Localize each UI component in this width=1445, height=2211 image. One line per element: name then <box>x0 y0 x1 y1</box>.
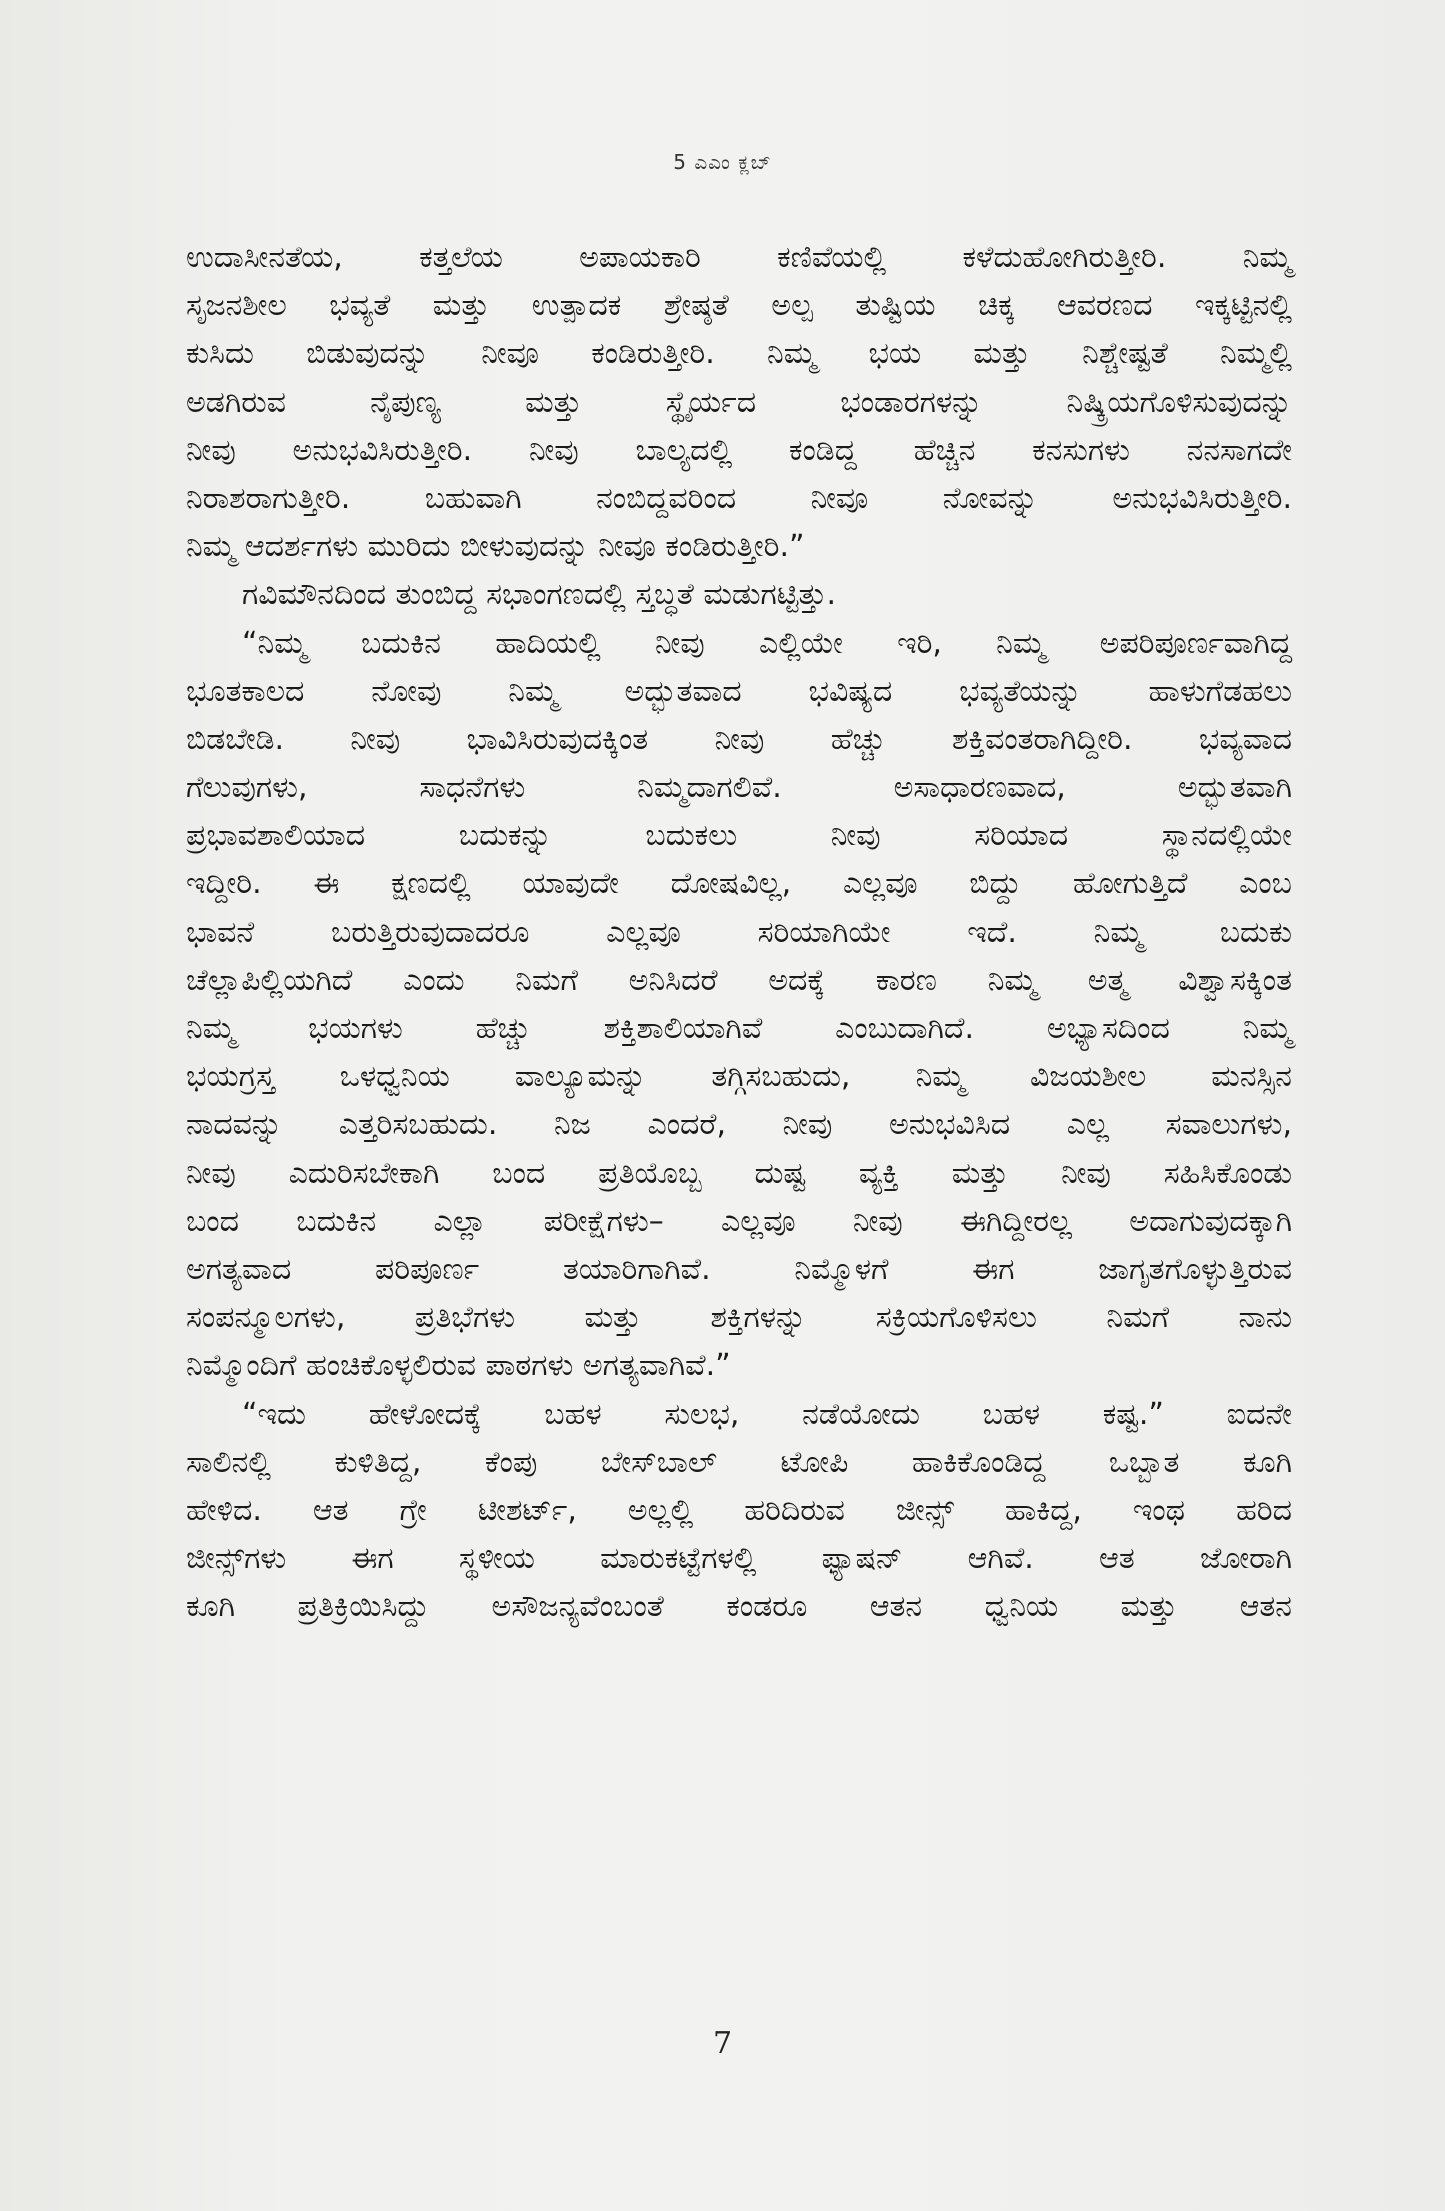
text-line: ನಾದವನ್ನು ಎತ್ತರಿಸಬಹುದು. ನಿಜ ಎಂದರೆ, ನೀವು ಅನುಭವಿಸಿದ ಎಲ್ಲ ಸವಾಲುಗಳು, <box>186 1107 1292 1143</box>
text-line: ನಿಮ್ಮ ಆದರ್ಶಗಳು ಮುರಿದು ಬೀಳುವುದನ್ನು ನೀವೂ ಕಂಡಿರುತ್ತೀರಿ.” <box>186 529 805 565</box>
text-line: ಪ್ರಭಾವಶಾಲಿಯಾದ ಬದುಕನ್ನು ಬದುಕಲು ನೀವು ಸರಿಯಾದ ಸ್ಥಾನದಲ್ಲಿಯೇ <box>186 818 1292 854</box>
text-line: ಭೂತಕಾಲದ ನೋವು ನಿಮ್ಮ ಅದ್ಭುತವಾದ ಭವಿಷ್ಯದ ಭವ್ಯತೆಯನ್ನು ಹಾಳುಗೆಡಹಲು <box>186 673 1292 709</box>
text-line: ಚೆಲ್ಲಾಪಿಲ್ಲಿಯಗಿದೆ ಎಂದು ನಿಮಗೆ ಅನಿಸಿದರೆ ಅದಕ್ಕೆ ಕಾರಣ ನಿಮ್ಮ ಅತ್ಮ ವಿಶ್ವಾಸಕ್ಕಿಂತ <box>186 962 1292 998</box>
text-line: ಕೂಗಿ ಪ್ರತಿಕ್ರಿಯಿಸಿದ್ದು ಅಸೌಜನ್ಯವೆಂಬಂತೆ ಕಂಡರೂ ಆತನ ಧ್ವನಿಯ ಮತ್ತು ಆತನ <box>186 1589 1292 1625</box>
text-line: ಬಂದ ಬದುಕಿನ ಎಲ್ಲಾ ಪರೀಕ್ಷೆಗಳು– ಎಲ್ಲವೂ ನೀವು ಈಗಿದ್ದೀರಲ್ಲ ಅದಾಗುವುದಕ್ಕಾಗಿ <box>186 1203 1292 1239</box>
text-line: ಗವಿಮೌನದಿಂದ ತುಂಬಿದ್ದ ಸಭಾಂಗಣದಲ್ಲಿ ಸ್ತಬ್ಧತೆ ಮಡುಗಟ್ಟಿತ್ತು. <box>242 577 837 613</box>
text-line: ಬಿಡಬೇಡಿ. ನೀವು ಭಾವಿಸಿರುವುದಕ್ಕಿಂತ ನೀವು ಹೆಚ್ಚು ಶಕ್ತಿವಂತರಾಗಿದ್ದೀರಿ. ಭವ್ಯವಾದ <box>186 721 1292 757</box>
text-line: ಉದಾಸೀನತೆಯ, ಕತ್ತಲೆಯ ಅಪಾಯಕಾರಿ ಕಣಿವೆಯಲ್ಲಿ ಕಳೆದುಹೋಗಿರುತ್ತೀರಿ. ನಿಮ್ಮ <box>186 240 1292 275</box>
text-line: ನಿರಾಶರಾಗುತ್ತೀರಿ. ಬಹುವಾಗಿ ನಂಬಿದ್ದವರಿಂದ ನೀವೂ ನೋವನ್ನು ಅನುಭವಿಸಿರುತ್ತೀರಿ. <box>186 480 1292 516</box>
text-line: ನಿಮ್ಮೊಂದಿಗೆ ಹಂಚಿಕೊಳ್ಳಲಿರುವ ಪಾಠಗಳು ಅಗತ್ಯವಾಗಿವೆ.” <box>186 1348 731 1384</box>
text-line: ಭಯಗ್ರಸ್ತ ಒಳಧ್ವನಿಯ ವಾಲ್ಯೂಮನ್ನು ತಗ್ಗಿಸಬಹುದು, ನಿಮ್ಮ ವಿಜಯಶೀಲ ಮನಸ್ಸಿನ <box>186 1059 1292 1095</box>
text-line: “ನಿಮ್ಮ ಬದುಕಿನ ಹಾದಿಯಲ್ಲಿ ನೀವು ಎಲ್ಲಿಯೇ ಇರಿ, ನಿಮ್ಮ ಅಪರಿಪೂರ್ಣವಾಗಿದ್ದ <box>242 625 1292 661</box>
text-line: ಭಾವನೆ ಬರುತ್ತಿರುವುದಾದರೂ ಎಲ್ಲವೂ ಸರಿಯಾಗಿಯೇ ಇದೆ. ನಿಮ್ಮ ಬದುಕು <box>186 914 1292 950</box>
text-line: ಅಡಗಿರುವ ನೈಪುಣ್ಯ ಮತ್ತು ಸ್ಥೈರ್ಯದ ಭಂಡಾರಗಳನ್ನು ನಿಷ್ಕ್ರಿಯಗೊಳಿಸುವುದನ್ನು <box>186 384 1292 420</box>
text-line: ನೀವು ಅನುಭವಿಸಿರುತ್ತೀರಿ. ನೀವು ಬಾಲ್ಯದಲ್ಲಿ ಕಂಡಿದ್ದ ಹೆಚ್ಚಿನ ಕನಸುಗಳು ನನಸಾಗದೇ <box>186 432 1292 468</box>
text-line: ಸಂಪನ್ಮೂಲಗಳು, ಪ್ರತಿಭೆಗಳು ಮತ್ತು ಶಕ್ತಿಗಳನ್ನು ಸಕ್ರಿಯಗೊಳಿಸಲು ನಿಮಗೆ ನಾನು <box>186 1300 1292 1336</box>
page-number: 7 <box>712 2026 733 2061</box>
running-head: 5 ಎಎಂ ಕ್ಲಬ್ <box>673 150 772 174</box>
text-line: ಗೆಲುವುಗಳು, ಸಾಧನೆಗಳು ನಿಮ್ಮದಾಗಲಿವೆ. ಅಸಾಧಾರಣವಾದ, ಅದ್ಭುತವಾಗಿ <box>186 770 1292 806</box>
text-line: ಜೀನ್ಸ್‌ಗಳು ಈಗ ಸ್ಥಳೀಯ ಮಾರುಕಟ್ಟೆಗಳಲ್ಲಿ ಫ್ಯಾಷನ್ ಆಗಿವೆ. ಆತ ಜೋರಾಗಿ <box>186 1541 1292 1577</box>
text-line: ಸಾಲಿನಲ್ಲಿ ಕುಳಿತಿದ್ದ, ಕೆಂಪು ಬೇಸ್‌ಬಾಲ್ ಟೋಪಿ ಹಾಕಿಕೊಂಡಿದ್ದ ಒಬ್ಬಾತ ಕೂಗಿ <box>186 1444 1292 1480</box>
text-line: ಹೇಳಿದ. ಆತ ಗ್ರೇ ಟೀಶರ್ಟ್, ಅಲ್ಲಲ್ಲಿ ಹರಿದಿರುವ ಜೀನ್ಸ್ ಹಾಕಿದ್ದ, ಇಂಥ ಹರಿದ <box>186 1492 1292 1528</box>
text-line: ಅಗತ್ಯವಾದ ಪರಿಪೂರ್ಣ ತಯಾರಿಗಾಗಿವೆ. ನಿಮ್ಮೊಳಗೆ ಈಗ ಜಾಗೃತಗೊಳ್ಳುತ್ತಿರುವ <box>186 1251 1292 1287</box>
text-line: ಕುಸಿದು ಬಿಡುವುದನ್ನು ನೀವೂ ಕಂಡಿರುತ್ತೀರಿ. ನಿಮ್ಮ ಭಯ ಮತ್ತು ನಿಶ್ಚೇಷ್ಟತೆ ನಿಮ್ಮಲ್ಲಿ <box>186 336 1292 372</box>
text-line: ನೀವು ಎದುರಿಸಬೇಕಾಗಿ ಬಂದ ಪ್ರತಿಯೊಬ್ಬ ದುಷ್ಟ ವ್ಯಕ್ತಿ ಮತ್ತು ನೀವು ಸಹಿಸಿಕೊಂಡು <box>186 1155 1292 1191</box>
text-line: “ಇದು ಹೇಳೋದಕ್ಕೆ ಬಹಳ ಸುಲಭ, ನಡೆಯೋದು ಬಹಳ ಕಷ್ಟ.” ಐದನೇ <box>242 1396 1292 1432</box>
body-text <box>186 234 1292 1631</box>
text-line: ನಿಮ್ಮ ಭಯಗಳು ಹೆಚ್ಚು ಶಕ್ತಿಶಾಲಿಯಾಗಿವೆ ಎಂಬುದಾಗಿದೆ. ಅಭ್ಯಾಸದಿಂದ ನಿಮ್ಮ <box>186 1011 1292 1046</box>
text-line: ಇದ್ದೀರಿ. ಈ ಕ್ಷಣದಲ್ಲಿ ಯಾವುದೇ ದೋಷವಿಲ್ಲ, ಎಲ್ಲವೂ ಬಿದ್ದು ಹೋಗುತ್ತಿದೆ ಎಂಬ <box>186 866 1292 902</box>
text-line: ಸೃಜನಶೀಲ ಭವ್ಯತೆ ಮತ್ತು ಉತ್ಪಾದಕ ಶ್ರೇಷ್ಠತೆ ಅಲ್ಪ ತುಷ್ಟಿಯ ಚಿಕ್ಕ ಆವರಣದ ಇಕ್ಕಟ್ಟಿನಲ್ಲಿ <box>186 288 1292 324</box>
